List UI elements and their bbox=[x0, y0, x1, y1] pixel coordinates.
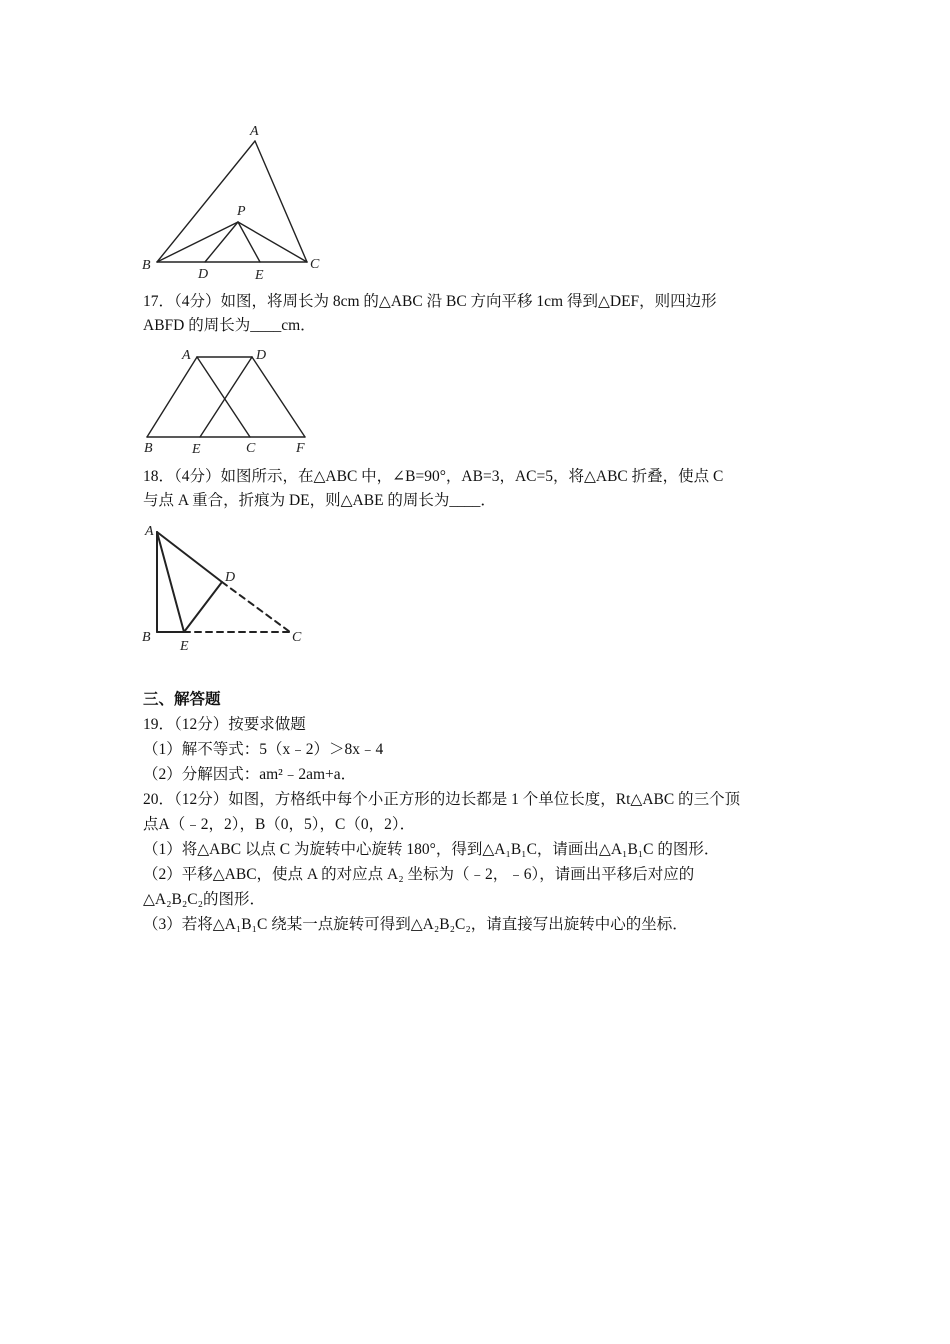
label-p: P bbox=[237, 204, 246, 219]
q18-line1: 18．（4分）如图所示，在△ABC 中，∠B=90°，AB=3，AC=5，将△ABC 折叠，使点 C bbox=[143, 468, 724, 485]
q20-part3: （3）若将△A₁B₁C 绕某一点旋转可得到△A₂B₂C₂，请直接写出旋转中心的坐标． bbox=[143, 916, 688, 933]
label-c: C bbox=[246, 441, 256, 456]
segment-de bbox=[200, 357, 252, 437]
label-d: D bbox=[198, 267, 209, 282]
label-b: B bbox=[142, 630, 151, 645]
segment-ac bbox=[197, 357, 250, 437]
q20-stem-line2: 点A（﹣2，2），B（0，5），C（0，2）． bbox=[143, 816, 416, 833]
label-a: A bbox=[145, 524, 154, 539]
label-b: B bbox=[144, 441, 153, 456]
label-a: A bbox=[182, 348, 191, 363]
figure-translated-triangles bbox=[138, 342, 316, 460]
segment-df bbox=[252, 357, 305, 437]
label-a: A bbox=[250, 124, 259, 139]
q19-stem: 19．（12分）按要求做题 bbox=[143, 716, 306, 733]
figure-folded-right-triangle bbox=[138, 518, 310, 656]
figure-triangle-abc-point-p bbox=[138, 118, 330, 286]
label-c: C bbox=[310, 257, 320, 272]
q20-stem-line1: 20．（12分）如图，方格纸中每个小正方形的边长都是 1 个单位长度，Rt△ABC 的三个顶 bbox=[143, 791, 741, 808]
label-b: B bbox=[142, 258, 151, 273]
label-c: C bbox=[292, 630, 302, 645]
segment-bp bbox=[157, 222, 238, 262]
label-d: D bbox=[225, 570, 236, 585]
label-e: E bbox=[180, 639, 189, 654]
q20-part2-line1: （2）平移△ABC，使点 A 的对应点 A₂ 坐标为（﹣2，﹣6），请画出平移后对应的 bbox=[143, 866, 695, 883]
segment-ad bbox=[157, 532, 222, 582]
label-e: E bbox=[255, 268, 264, 283]
segment-dc-dashed bbox=[222, 582, 290, 632]
label-e: E bbox=[192, 442, 201, 457]
segment-ba bbox=[147, 357, 197, 437]
segment-ae bbox=[157, 532, 184, 632]
label-f: F bbox=[296, 441, 305, 456]
q19-part1: （1）解不等式：5（x﹣2）＞8x﹣4 bbox=[143, 741, 384, 758]
section-3-title: 三、解答题 bbox=[143, 691, 221, 708]
q18-line2: 与点 A 重合，折痕为 DE，则△ABE 的周长为____． bbox=[143, 492, 496, 509]
segment-pd bbox=[205, 222, 238, 262]
label-d: D bbox=[256, 348, 267, 363]
segment-de bbox=[184, 582, 222, 632]
segment-ac bbox=[255, 141, 307, 262]
q19-part2: （2）分解因式：am²﹣2am+a． bbox=[143, 766, 357, 783]
q17-line1: 17．（4分）如图，将周长为 8cm 的△ABC 沿 BC 方向平移 1cm 得到△DEF，则四边形 bbox=[143, 293, 717, 310]
q20-part2-line2: △A₂B₂C₂的图形． bbox=[143, 891, 266, 908]
q17-line2: ABFD 的周长为____cm． bbox=[143, 317, 316, 334]
segment-ab bbox=[157, 141, 255, 262]
q20-part1: （1）将△ABC 以点 C 为旋转中心旋转 180°，得到△A₁B₁C，请画出△A₁B₁C 的图形． bbox=[143, 841, 720, 858]
